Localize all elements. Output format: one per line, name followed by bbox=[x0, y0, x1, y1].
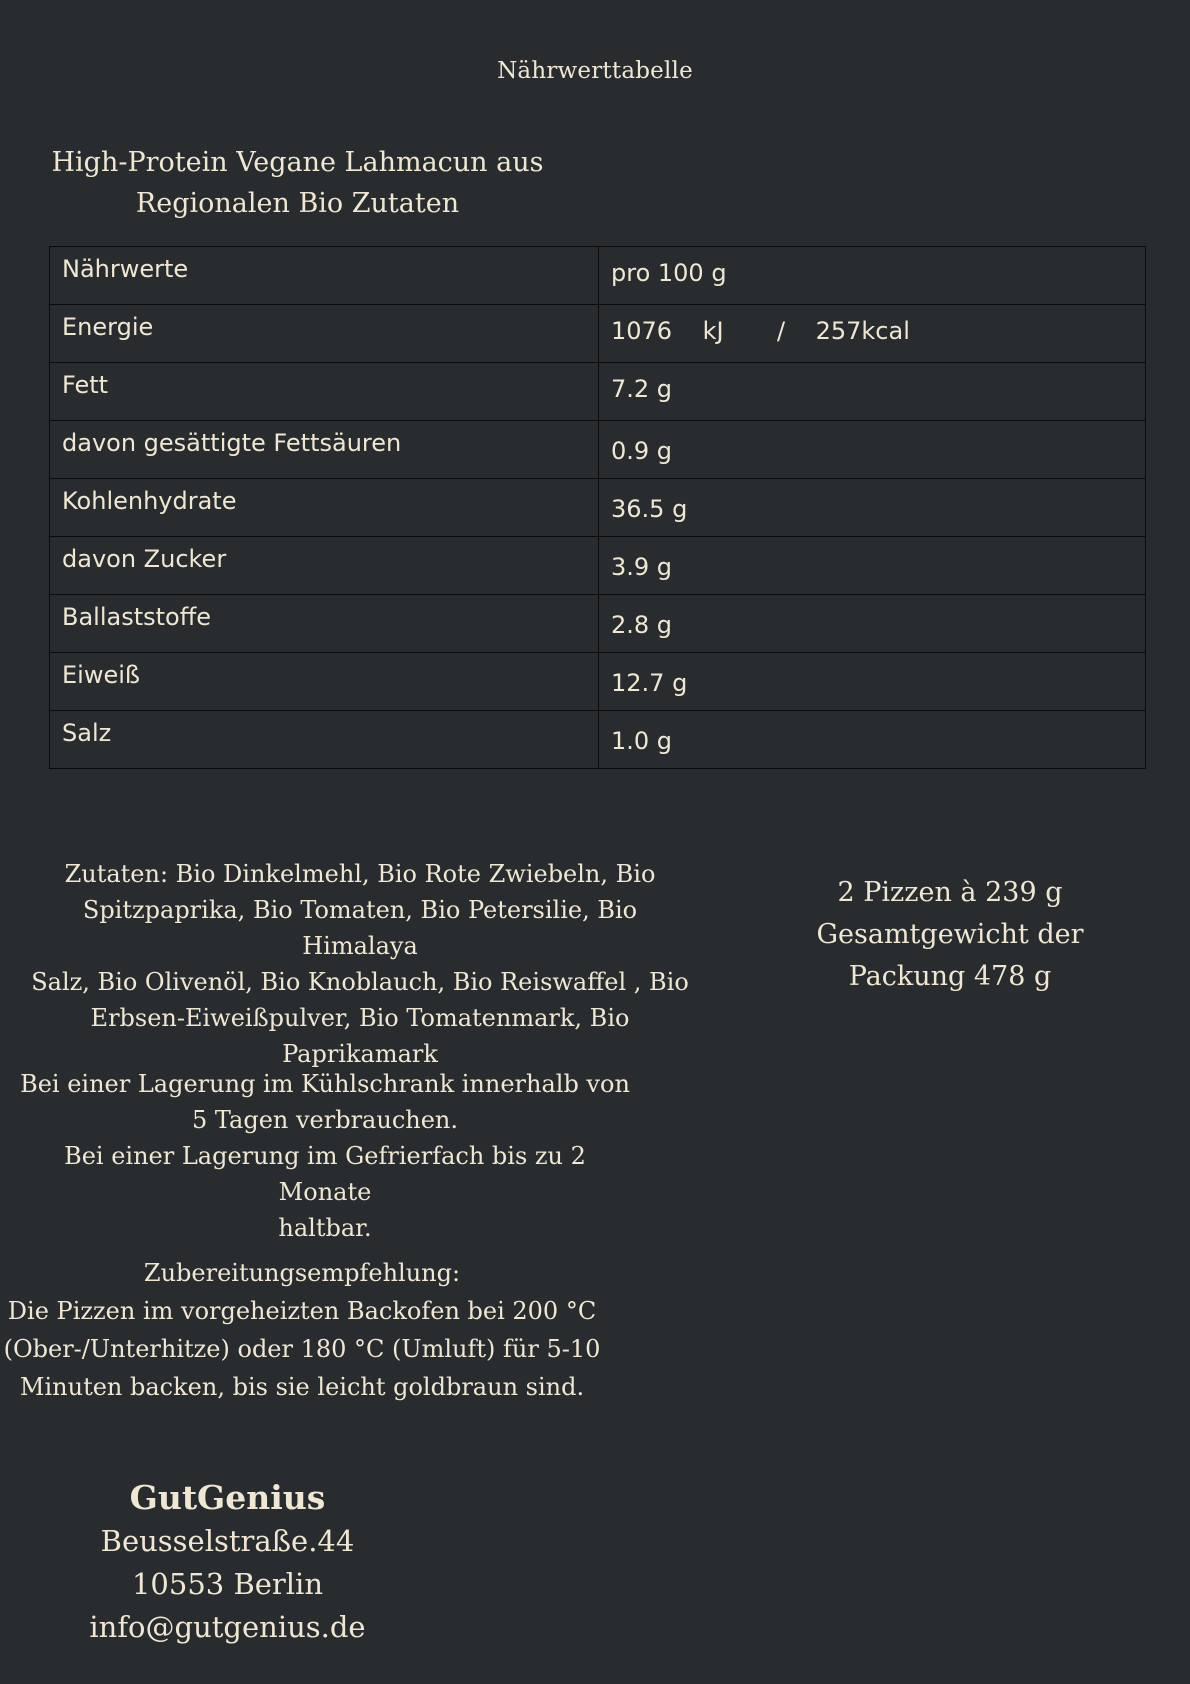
nutrient-value: 2.8 g bbox=[599, 595, 1146, 653]
package-info-line: Packung 478 g bbox=[848, 961, 1052, 992]
package-info-line: 2 Pizzen à 239 g bbox=[837, 877, 1063, 908]
table-row bbox=[50, 363, 1146, 421]
preparation-line: Die Pizzen im vorgeheizten Backofen bei 200 °C bbox=[7, 1297, 597, 1325]
nutrient-value: 36.5 g bbox=[599, 479, 1146, 537]
nutrient-value: 3.9 g bbox=[599, 537, 1146, 595]
storage-line: 5 Tagen verbrauchen. bbox=[191, 1106, 459, 1134]
energy-separator: / bbox=[776, 317, 786, 345]
nutrient-label: Fett bbox=[50, 363, 599, 421]
table-row bbox=[50, 479, 1146, 537]
nutrient-value: 0.9 g bbox=[599, 421, 1146, 479]
nutrient-label: davon Zucker bbox=[50, 537, 599, 595]
storage-instructions bbox=[20, 1066, 630, 1246]
column-header-per-100g: pro 100 g bbox=[599, 247, 1146, 305]
table-row bbox=[50, 537, 1146, 595]
energy-kj-value: 1076 bbox=[611, 317, 673, 345]
nutrient-label: Energie bbox=[50, 305, 599, 363]
company-city: 10553 Berlin bbox=[131, 1567, 324, 1601]
company-name: GutGenius bbox=[129, 1478, 326, 1517]
ingredients-line: Spitzpaprika, Bio Tomaten, Bio Petersilie, Bio Himalaya bbox=[82, 896, 638, 960]
nutrient-label: Salz bbox=[50, 711, 599, 769]
nutrient-value: 1.0 g bbox=[599, 711, 1146, 769]
preparation-line: Minuten backen, bis sie leicht goldbraun sind. bbox=[19, 1373, 585, 1401]
preparation-line: (Ober-/Unterhitze) oder 180 °C (Umluft) für 5-10 bbox=[3, 1335, 601, 1363]
table-row bbox=[50, 595, 1146, 653]
column-header-nutrients: Nährwerte bbox=[50, 247, 599, 305]
company-street: Beusselstraße.44 bbox=[100, 1524, 355, 1558]
storage-line: haltbar. bbox=[278, 1214, 372, 1242]
energy-value bbox=[599, 305, 1146, 363]
table-row bbox=[50, 653, 1146, 711]
storage-line: Bei einer Lagerung im Kühlschrank innerhalb von bbox=[20, 1070, 630, 1098]
package-info bbox=[790, 872, 1110, 998]
preparation-heading: Zubereitungsempfehlung: bbox=[143, 1259, 461, 1287]
table-row bbox=[50, 711, 1146, 769]
nutrition-table bbox=[49, 246, 1146, 769]
nutrient-value: 7.2 g bbox=[599, 363, 1146, 421]
ingredients-line: Salz, Bio Olivenöl, Bio Knoblauch, Bio Reiswaffel , Bio bbox=[31, 968, 689, 996]
ingredients-line: Zutaten: Bio Dinkelmehl, Bio Rote Zwiebeln, Bio bbox=[64, 860, 656, 888]
company-email: info@gutgenius.de bbox=[89, 1610, 366, 1644]
storage-line: Bei einer Lagerung im Gefrierfach bis zu 2 Monate bbox=[64, 1142, 586, 1206]
energy-kcal: 257kcal bbox=[815, 317, 910, 345]
nutrient-label: Kohlenhydrate bbox=[50, 479, 599, 537]
nutrient-label: davon gesättigte Fettsäuren bbox=[50, 421, 599, 479]
ingredients-line: Erbsen-Eiweißpulver, Bio Tomatenmark, Bio bbox=[90, 1004, 630, 1032]
package-info-line: Gesamtgewicht der bbox=[816, 919, 1084, 950]
nutrient-label: Ballaststoffe bbox=[50, 595, 599, 653]
company-address bbox=[56, 1476, 399, 1649]
ingredients-line: Paprikamark bbox=[282, 1040, 438, 1068]
energy-kj-unit: kJ bbox=[702, 317, 724, 345]
document-title: Nährwerttabelle bbox=[497, 58, 693, 84]
preparation-recommendation bbox=[0, 1254, 604, 1406]
nutrient-value: 12.7 g bbox=[599, 653, 1146, 711]
nutrient-label: Eiweiß bbox=[50, 653, 599, 711]
product-title-line: High-Protein Vegane Lahmacun aus bbox=[51, 147, 544, 178]
table-row-energy bbox=[50, 305, 1146, 363]
product-title-line: Regionalen Bio Zutaten bbox=[135, 188, 460, 219]
product-title bbox=[40, 142, 555, 224]
table-header-row bbox=[50, 247, 1146, 305]
table-row bbox=[50, 421, 1146, 479]
ingredients-text bbox=[30, 856, 690, 1072]
